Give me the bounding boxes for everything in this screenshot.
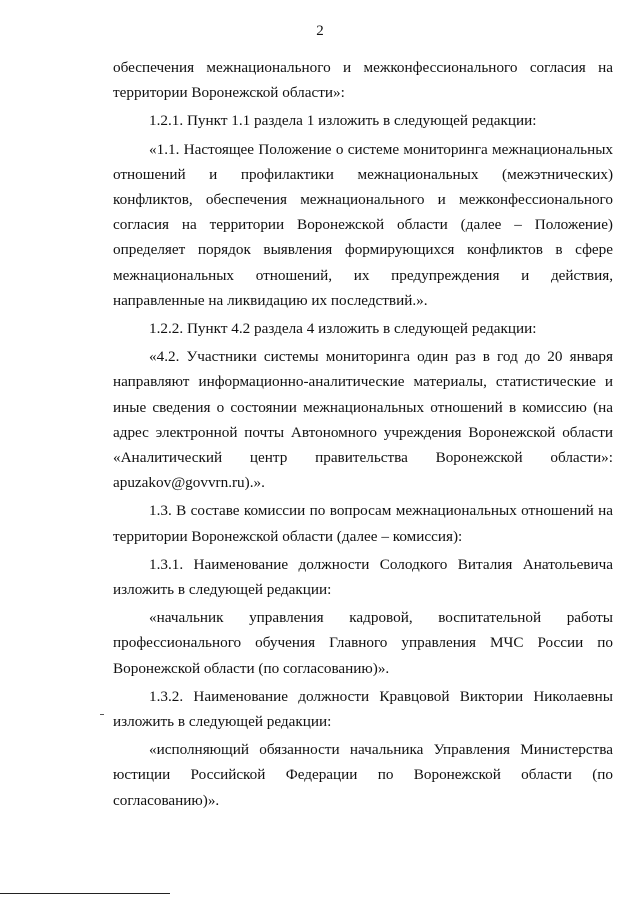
paragraph-8: «начальник управления кадровой, воспитательной работы профессионального обучения Главного управления МЧС России по Воронежской области (по согласованию)».: [113, 609, 613, 677]
paragraph-10: «исполняющий обязанности начальника Управления Министерства юстиции Российской Федерации по Воронежской области (по согласованию)».: [113, 741, 613, 809]
paragraph-1: обеспечения межнационального и межконфессионального согласия на территории Воронежской области»:: [113, 59, 613, 102]
paragraph-9: 1.3.2. Наименование должности Кравцовой Виктории Николаевны изложить в следующей редакции:: [113, 687, 613, 731]
footer-rule: [0, 893, 170, 894]
document-body: [113, 55, 613, 813]
paragraph-4: 1.2.2. Пункт 4.2 раздела 4 изложить в следующей редакции:: [149, 320, 537, 338]
paragraph-6: 1.3. В составе комиссии по вопросам межнациональных отношений на территории Воронежской области (далее – комиссия):: [113, 502, 613, 545]
paragraph-7: 1.3.1. Наименование должности Солодкого Виталия Анатольевича изложить в следующей редакции:: [113, 555, 613, 599]
paragraph-3: «1.1. Настоящее Положение о системе мониторинга межнациональных отношений и профилактики межнациональных (межэтнических) конфликтов, обеспечения межнационального и межконфессионального согласия на территории Воронежской области (далее – Положение) определяет порядок выявления формирующихся конфликтов в сфере межнациональных отношений, их предупреждения и действия, направленные на ликвидацию их последствий.».: [113, 140, 613, 309]
paragraph-2: 1.2.1. Пункт 1.1 раздела 1 изложить в следующей редакции:: [149, 112, 537, 130]
paragraph-5: «4.2. Участники системы мониторинга один раз в год до 20 января направляют информационно-аналитические материалы, статистические и иные сведения о состоянии межнациональных отношений в комиссию (на адрес электронной почты Автономного учреждения Воронежской области «Аналитический центр правительства Воронежской области»: apuzakov@govvrn.ru).».: [113, 348, 613, 492]
margin-mark: [100, 714, 104, 715]
page-number: 2: [316, 23, 324, 39]
